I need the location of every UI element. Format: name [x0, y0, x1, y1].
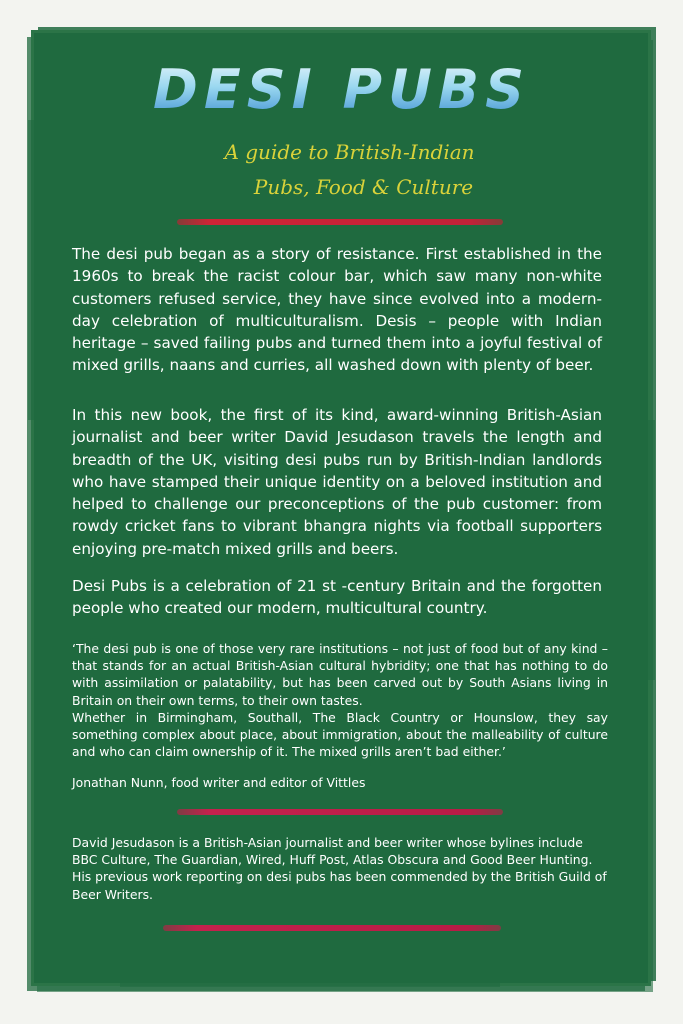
review-quote-part-2: Whether in Birmingham, Southall, The Black Country or Hounslow, they say something complex about place, about immigration, about the malleability of culture and who can claim ownership of it. The mixed grills aren’t bad either.’ — [72, 709, 608, 760]
description-paragraph-1: The desi pub began as a story of resistance. First established in the 1960s to break the racist colour bar, which saw many non-white customers refused service, they have since evolved into a modern-day celebration of multiculturalism. Desis – people with Indian heritage – saved failing pubs and turned them into a joyful festival of mixed grills, naans and curries, all washed down with plenty of beer. — [72, 245, 602, 375]
book-title: DESI PUBS — [0, 58, 683, 121]
edge-texture — [646, 420, 655, 680]
divider-middle — [177, 809, 503, 815]
divider-top — [177, 219, 503, 225]
subtitle-line-2: Pubs, Food & Culture — [253, 175, 474, 199]
edge-texture — [120, 980, 500, 987]
author-bio: David Jesudason is a British-Asian journalist and beer writer whose bylines include BBC Culture, The Guardian, Wired, Huff Post, Atlas Obscura and Good Beer Hunting. His previous work reporting on desi pubs has been commended by the British Guild of Beer Writers. — [72, 835, 607, 902]
review-quote — [72, 640, 608, 760]
edge-texture — [28, 120, 36, 420]
quote-attribution: Jonathan Nunn, food writer and editor of Vittles — [72, 775, 366, 790]
subtitle-line-1: A guide to British-Indian — [224, 140, 475, 164]
review-quote-part-1: ‘The desi pub is one of those very rare institutions – not just of food but of any kind – that stands for an actual British-Asian cultural hybridity; one that has nothing to do with assimilation or palatability, but has been carved out by South Asians living in Britain on their own terms, to their own tastes. — [72, 641, 608, 708]
description-paragraph-2: In this new book, the first of its kind, award-winning British-Asian journalist and beer writer David Jesudason travels the length and breadth of the UK, visiting desi pubs run by British-Indian landlords who have stamped their unique identity on a beloved institution and helped to challenge our preconceptions of the pub customer: from rowdy cricket fans to vibrant bhangra nights via football supporters enjoying pre-match mixed grills and beers. — [72, 406, 602, 558]
divider-bottom — [163, 925, 501, 931]
description-paragraph-3: Desi Pubs is a celebration of 21 st -century Britain and the forgotten people who created our modern, multicultural country. — [72, 577, 602, 618]
